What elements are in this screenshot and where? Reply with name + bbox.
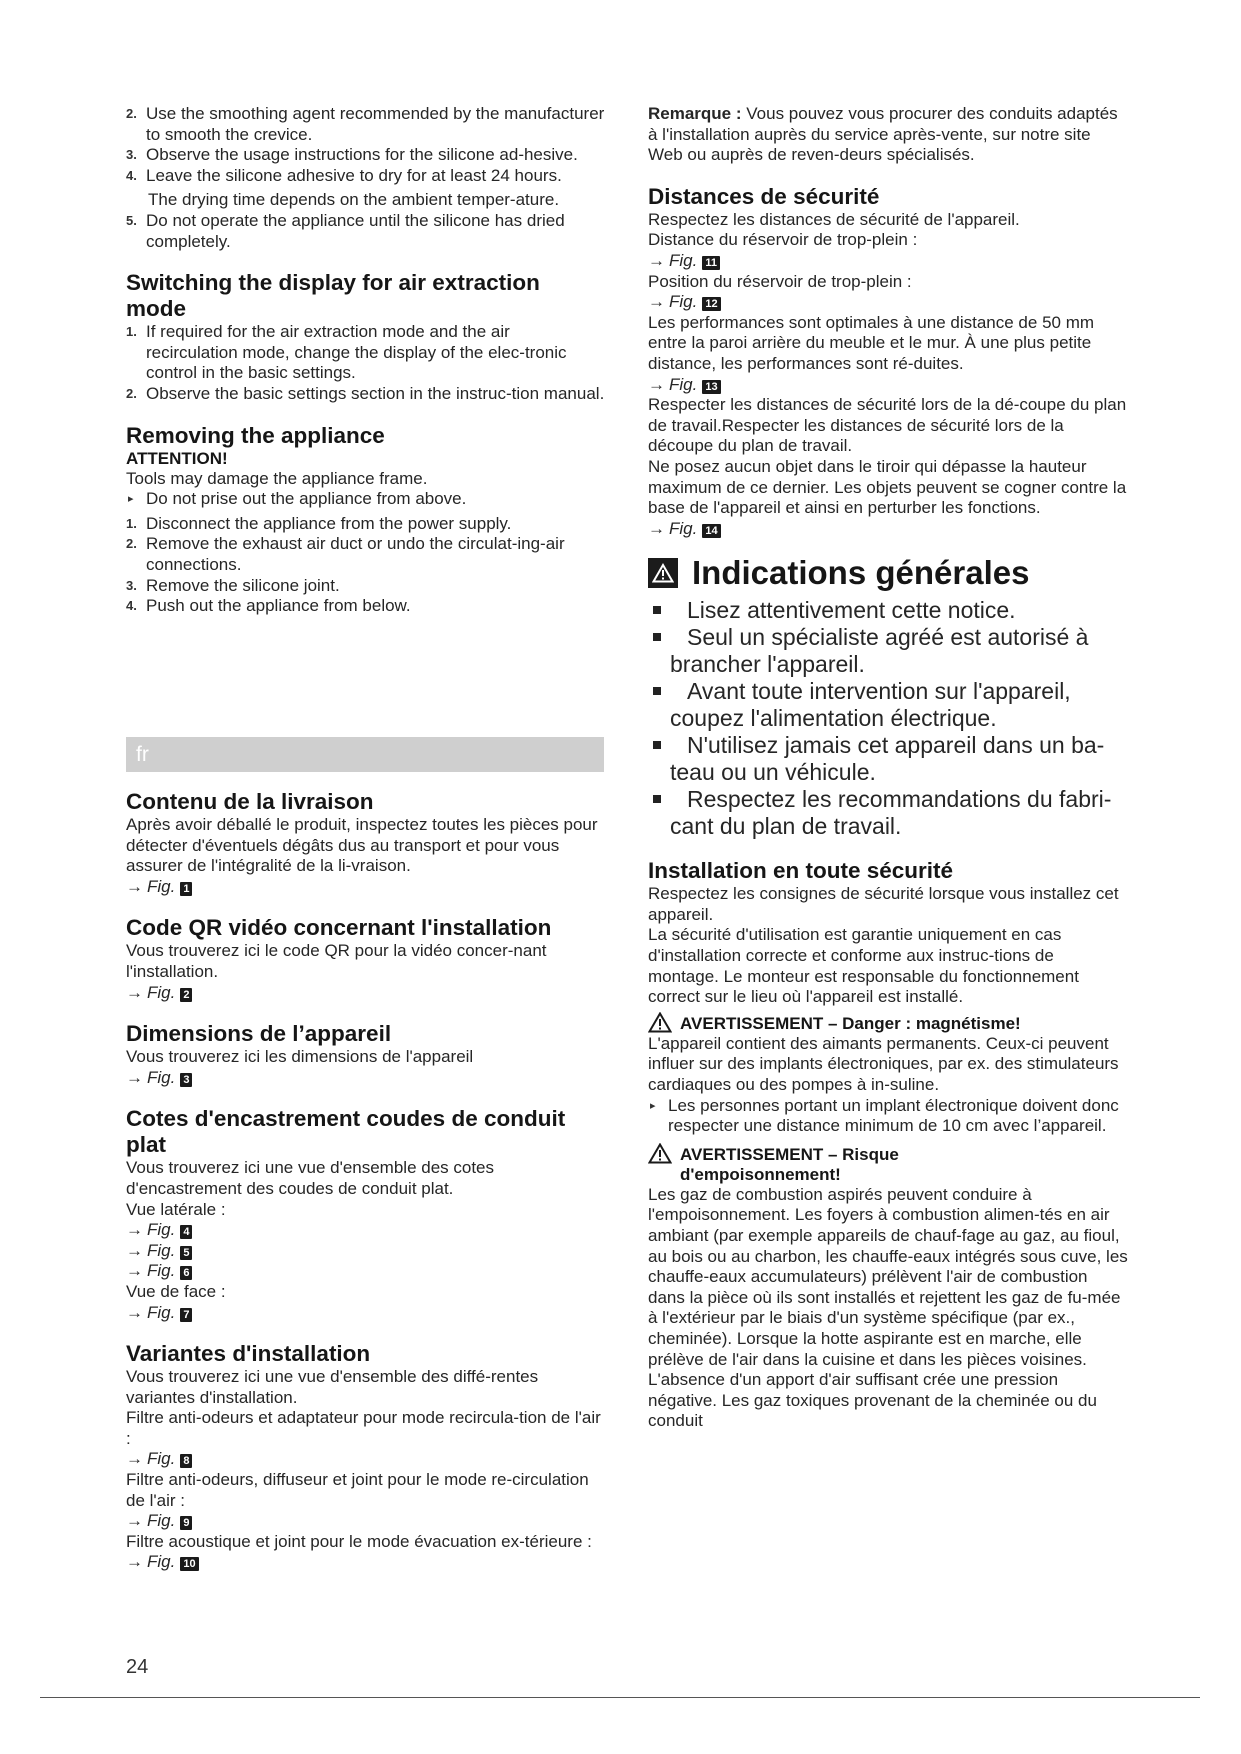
variant-item-2: Filtre anti-odeurs, diffuseur et joint pour le mode re-circulation de l'air :: [126, 1470, 589, 1510]
page-number: 24: [126, 1656, 149, 1678]
list-item: Respectez les recommandations du fabri-cant du plan de travail.: [648, 786, 1128, 840]
front-view-label: Vue de face :: [126, 1281, 226, 1301]
distances-line-1: Respectez les distances de sécurité de l'appareil.: [648, 209, 1020, 229]
warning-poisoning-text: Les gaz de combustion aspirés peuvent conduire à l'empoisonnement. Les foyers à combustion alimen-tés en air ambiant (par exemple appareils de chauf-fage au gaz, au fioul, au bois ou au charbon, les chauffe-eaux intégrés sous cuve, les chauffe-eaux accumulateurs) prélèvent l'air de combustion dans la pièce où ils sont installés et rejettent les gaz de fu-mée à l'extérieur par le biais d'un système spécifique (par ex., cheminée). Lorsque la hotte aspirante est en marche, elle prélève de l'air dans la cuisine et dans les pièces voisines. L'absence d'un apport d'air suffisant crée une pression négative. Les gaz toxiques provenant de la cheminée ou du conduit: [648, 1184, 1128, 1431]
warning-triangle-icon: [648, 1143, 672, 1164]
fig-reference: → Fig. 4: [126, 1220, 606, 1241]
figure-number: 10: [180, 1557, 198, 1571]
arrow-icon: →: [126, 1449, 143, 1469]
arrow-icon: →: [126, 1220, 143, 1240]
fig-reference: → Fig. 2: [126, 983, 606, 1004]
fig-reference: → Fig. 11: [648, 251, 1128, 272]
variant-item-3: Filtre acoustique et joint pour le mode évacuation ex-térieure :: [126, 1531, 592, 1551]
warning-magnetism-text: L'appareil contient des aimants permanents. Ceux-ci peuvent influer sur des implants électroniques, par ex. des stimulateurs cardiaques ou des pompes à in-suline.: [648, 1033, 1119, 1095]
dimensions-text: Vous trouverez ici les dimensions de l'appareil: [126, 1047, 474, 1067]
figure-number: 11: [702, 256, 720, 270]
bullet-square-icon: [653, 633, 661, 641]
list-item: Seul un spécialiste agréé est autorisé à brancher l'appareil.: [648, 624, 1128, 678]
arrow-icon: →: [126, 982, 143, 1002]
arrow-icon: →: [126, 876, 143, 896]
silicone-step-5: [126, 211, 606, 252]
removing-steps: [126, 514, 606, 617]
arrow-icon: →: [126, 1067, 143, 1087]
drying-note: The drying time depends on the ambient temper-ature.: [148, 190, 560, 210]
distances-para-1: Les performances sont optimales à une distance de 50 mm entre la paroi arrière du meuble et le mur. À une plus petite distance, les performances sont ré-duites.: [648, 312, 1095, 373]
cotes-text: Vous trouverez ici une vue d'ensemble des cotes d'encastrement des coudes de conduit plat.: [126, 1158, 495, 1198]
bullet-square-icon: [653, 687, 661, 695]
step-item: 1. Disconnect the appliance from the power supply.: [126, 513, 512, 533]
arrow-icon: →: [648, 374, 665, 394]
step-item: 5. Do not operate the appliance until the silicone has dried completely.: [126, 210, 565, 251]
arrow-icon: →: [126, 1511, 143, 1531]
figure-number: 8: [180, 1454, 192, 1468]
remarque-paragraph: Remarque : Vous pouvez vous procurer des conduits adaptés à l'installation auprès du service après-vente, sur notre site Web ou auprès de reven-deurs spécialisés.: [648, 104, 1118, 165]
warning-triangle-icon: [648, 558, 678, 588]
arrow-icon: →: [126, 1552, 143, 1572]
fig-reference: → Fig. 3: [126, 1068, 606, 1089]
variantes-text: Vous trouverez ici une vue d'ensemble des diffé-rentes variantes d'installation.: [126, 1367, 539, 1407]
variant-item-1: Filtre anti-odeurs et adaptateur pour mode recircula-tion de l'air :: [126, 1408, 601, 1448]
fig-reference: → Fig. 1: [126, 877, 606, 898]
side-view-label: Vue latérale :: [126, 1199, 226, 1219]
fig-reference: → Fig. 9: [126, 1511, 606, 1532]
arrow-icon: →: [648, 518, 665, 538]
qr-text: Vous trouverez ici le code QR pour la vidéo concer-nant l'installation.: [126, 941, 547, 981]
fig-reference: → Fig. 10: [126, 1552, 606, 1573]
step-item: 2. Remove the exhaust air duct or undo the circulat-ing-air connections.: [126, 534, 565, 574]
arrow-icon: →: [648, 250, 665, 270]
fig-reference: → Fig. 14: [648, 519, 1128, 540]
bullet-square-icon: [653, 741, 661, 749]
triangle-icon: ▸: [650, 1099, 656, 1112]
arrow-icon: →: [126, 1302, 143, 1322]
arrow-icon: →: [126, 1261, 143, 1281]
figure-number: 14: [702, 524, 720, 538]
distances-para-3: Ne posez aucun objet dans le tiroir qui dépasse la hauteur maximum de ce dernier. Les objets peuvent se cogner contre la base de l'appareil et ainsi en perturber les fonctions.: [648, 456, 1127, 518]
instruction-item: ▸ Les personnes portant un implant électronique doivent donc respecter une distance minimum de 10 cm avec l’appareil.: [650, 1095, 1119, 1136]
bullet-square-icon: [653, 606, 661, 614]
section-heading-distances: Distances de sécurité: [648, 183, 880, 209]
step-item: 3. Observe the usage instructions for the silicone ad-hesive.: [126, 145, 578, 165]
installation-para-1: Respectez les consignes de sécurité lorsque vous installez cet appareil.: [648, 884, 1119, 924]
step-item: 2. Observe the basic settings section in the instruc-tion manual.: [126, 383, 605, 403]
section-heading-qr: Code QR vidéo concernant l'installation: [126, 915, 552, 941]
warning-magnetism-title: AVERTISSEMENT – Danger : magnétisme!: [648, 1014, 1128, 1034]
list-item: N'utilisez jamais cet appareil dans un ba-teau ou un véhicule.: [648, 732, 1128, 786]
figure-number: 4: [180, 1225, 192, 1239]
left-column: [126, 104, 606, 617]
switching-steps: [126, 322, 606, 404]
step-item: 3. Remove the silicone joint.: [126, 575, 340, 595]
figure-number: 2: [180, 988, 192, 1002]
arrow-icon: →: [648, 292, 665, 312]
distances-line-2: Distance du réservoir de trop-plein :: [648, 230, 918, 250]
warning-triangle-icon: [648, 1012, 672, 1033]
section-heading-installation: Installation en toute sécurité: [648, 858, 954, 884]
warning-poisoning-title: AVERTISSEMENT – Risque d'empoisonnement!: [648, 1145, 1128, 1185]
step-item: 2. Use the smoothing agent recommended by the manufacturer to smooth the crevice.: [126, 104, 605, 144]
fig-reference: → Fig. 13: [648, 375, 1128, 396]
figure-number: 13: [702, 380, 720, 394]
list-item: Lisez attentivement cette notice.: [648, 597, 1128, 624]
section-heading-removing: Removing the appliance: [126, 422, 385, 448]
fig-reference: → Fig. 5: [126, 1241, 606, 1262]
section-heading-switching: Switching the display for air extraction mode: [126, 270, 540, 322]
fig-reference: → Fig. 7: [126, 1303, 606, 1324]
figure-number: 3: [180, 1073, 192, 1087]
figure-number: 5: [180, 1246, 192, 1260]
figure-number: 6: [180, 1266, 192, 1280]
right-column: [648, 104, 1128, 1432]
distances-para-2: Respecter les distances de sécurité lors de la dé-coupe du plan de travail.Respecter les distances de sécurité lors de la découpe du plan de travail.: [648, 395, 1127, 456]
contenu-text: Après avoir déballé le produit, inspectez toutes les pièces pour détecter d'éventuels dégâts dus au transport et pour vous assurer de l'intégralité de la li-vraison.: [126, 815, 598, 876]
indications-heading: Indications générales: [648, 553, 1128, 593]
step-item: 4. Push out the appliance from below.: [126, 596, 411, 616]
figure-number: 7: [180, 1308, 192, 1322]
distances-line-3: Position du réservoir de trop-plein :: [648, 271, 912, 291]
bullet-square-icon: [653, 795, 661, 803]
section-heading-dimensions: Dimensions de l’appareil: [126, 1021, 392, 1047]
fig-reference: → Fig. 12: [648, 292, 1128, 313]
left-column-fr: [126, 789, 606, 1573]
fig-reference: → Fig. 6: [126, 1261, 606, 1282]
arrow-icon: →: [126, 1240, 143, 1260]
attention-label: ATTENTION!: [126, 448, 228, 468]
silicone-steps: [126, 104, 606, 186]
figure-number: 1: [180, 882, 192, 896]
section-heading-contenu: Contenu de la livraison: [126, 789, 374, 814]
installation-para-2: La sécurité d'utilisation est garantie uniquement en cas d'installation correcte et conforme aux instruc-tions de montage. Le monteur est responsable du fonctionnement correct sur le lieu où l'appareil est installé.: [648, 925, 1079, 1007]
footer-divider: [40, 1697, 1200, 1698]
fig-reference: → Fig. 8: [126, 1449, 606, 1470]
indications-list: [648, 597, 1128, 840]
step-item: 4. Leave the silicone adhesive to dry for at least 24 hours.: [126, 165, 562, 185]
instruction-item: ▸ Do not prise out the appliance from above.: [128, 489, 467, 509]
list-item: Avant toute intervention sur l'appareil, coupez l'alimentation électrique.: [648, 678, 1128, 732]
language-bar: fr: [126, 737, 604, 772]
section-heading-variantes: Variantes d'installation: [126, 1341, 371, 1367]
triangle-icon: ▸: [128, 493, 134, 506]
figure-number: 9: [180, 1516, 192, 1530]
section-heading-cotes: Cotes d'encastrement coudes de conduit plat: [126, 1106, 566, 1158]
remarque-label: Remarque :: [648, 104, 742, 123]
step-item: 1. If required for the air extraction mode and the air recirculation mode, change the display of the elec-tronic control in the basic settings.: [126, 322, 567, 383]
tools-warning: Tools may damage the appliance frame.: [126, 468, 428, 488]
figure-number: 12: [702, 297, 720, 311]
